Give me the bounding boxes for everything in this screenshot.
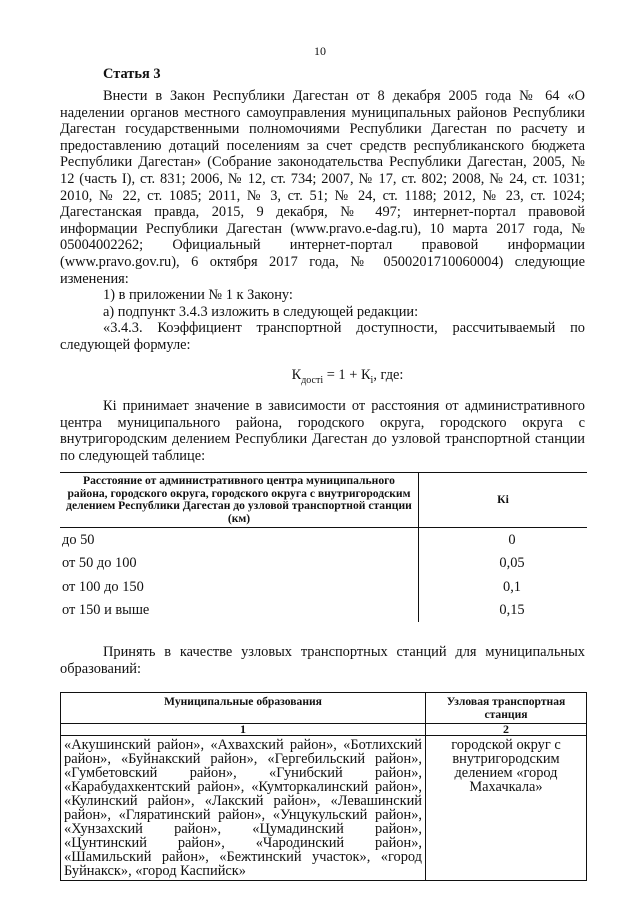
distance-cell: от 50 до 100 (60, 552, 419, 576)
formula-lhs: К (291, 366, 302, 383)
column-number-2: 2 (426, 723, 587, 735)
coefficient-cell: 0,1 (503, 578, 521, 595)
coefficient-cell: 0 (508, 531, 516, 548)
item-a: а) подпункт 3.4.3 изложить в следующей редакции: (103, 303, 419, 320)
municipalities-column-header: Муниципальные образования (61, 692, 426, 723)
table-row (60, 528, 587, 552)
table-row (60, 552, 587, 576)
subitem-3-4-3: «3.4.3. Коэффициент транспортной доступности, рассчитываемый по следующей формуле: (60, 320, 585, 353)
column-number-1: 1 (61, 723, 426, 735)
document-body (60, 66, 585, 881)
intro-paragraph: Внести в Закон Республики Дагестан от 8 декабря 2005 года № 64 «О наделении органов местного самоуправления муниципальных районов Республики Дагестан государственными полномочиями Республики Дагестан по расчету и предоставлению дотаций поселениям за счет средств республиканского бюджета Республики Дагестан» (Собрание законодательства Республики Дагестан, 2005, № 12 (часть I), ст. 831; 2006, № 12, ст. 734; 2007, № 17, ст. 802; 2008, № 24, ст. 1031; 2010, № 22, ст. 1085; 2011, № 3, ст. 51; № 24, ст. 1188; 2012, № 23, ст. 1024; Дагестанская правда, 2015, 9 декабря, № 497; интернет-портал правовой информации Республики Дагестан (www.pravo.e-dag.ru), 10 марта 2017 года, № 05004002262; Официальный интернет-портал правовой информации (www.pravo.gov.ru), 6 октября 2017 года, № 0500201710060004) следующие изменения: (60, 88, 585, 287)
formula-lhs-sub: дості (301, 374, 324, 386)
coefficient-cell: 0,05 (499, 555, 525, 572)
table-row (60, 599, 587, 623)
nodal-stations-paragraph: Принять в качестве узловых транспортных станций для муниципальных образований: (60, 644, 585, 677)
coefficient-cell: 0,15 (499, 602, 525, 619)
distance-column-header: Расстояние от административного центра муниципального района, городского округа, городского округа с внутригородским делением Республики Дагестан до узловой транспортной станции (км) (60, 473, 419, 528)
table-row (61, 735, 587, 881)
formula-tail: , где: (373, 366, 404, 383)
ki-paragraph: Кi принимает значение в зависимости от расстояния от административного центра муниципального района, городского округа, городского округа с внутригородским делением Республики Дагестан до узловой транспортной станции по следующей таблице: (60, 397, 585, 464)
distance-cell: от 150 и выше (60, 599, 419, 623)
table-header-row (61, 692, 587, 723)
distance-coefficient-table (60, 472, 587, 622)
station-cell: городской округ с внутригородским делением «город Махачкала» (426, 735, 587, 881)
formula-rhs: = 1 + К (323, 366, 371, 383)
distance-cell: до 50 (60, 528, 419, 552)
nodal-stations-table (60, 692, 587, 882)
formula (60, 367, 585, 389)
table-header-row (60, 473, 587, 528)
column-number-row (61, 723, 587, 735)
item-1: 1) в приложении № 1 к Закону: (103, 287, 293, 304)
table-row (60, 575, 587, 599)
article-title: Статья 3 (103, 66, 161, 82)
distance-cell: от 100 до 150 (60, 575, 419, 599)
municipalities-list-cell: «Акушинский район», «Ахвахский район», «Ботлихский район», «Буйнакский район», «Гергебильский район», «Гумбетовский район», «Гунибский район», «Карабудахкентский район», «Кумторкалинский район», «Кулинский район», «Лакский район», «Левашинский район», «Гляратинский район», «Унцукульский район», «Хунзахский район», «Цумадинский район», «Цунтинский район», «Чародинский район», «Шамильский район», «Бежтинский участок», «город Буйнакск», «город Каспийск» (61, 735, 426, 881)
coefficient-column-header: Кi (419, 473, 588, 528)
page-number: 10 (314, 44, 326, 58)
formula-rhs-sub: i (370, 374, 374, 386)
station-column-header: Узловая транспортная станция (426, 692, 587, 723)
